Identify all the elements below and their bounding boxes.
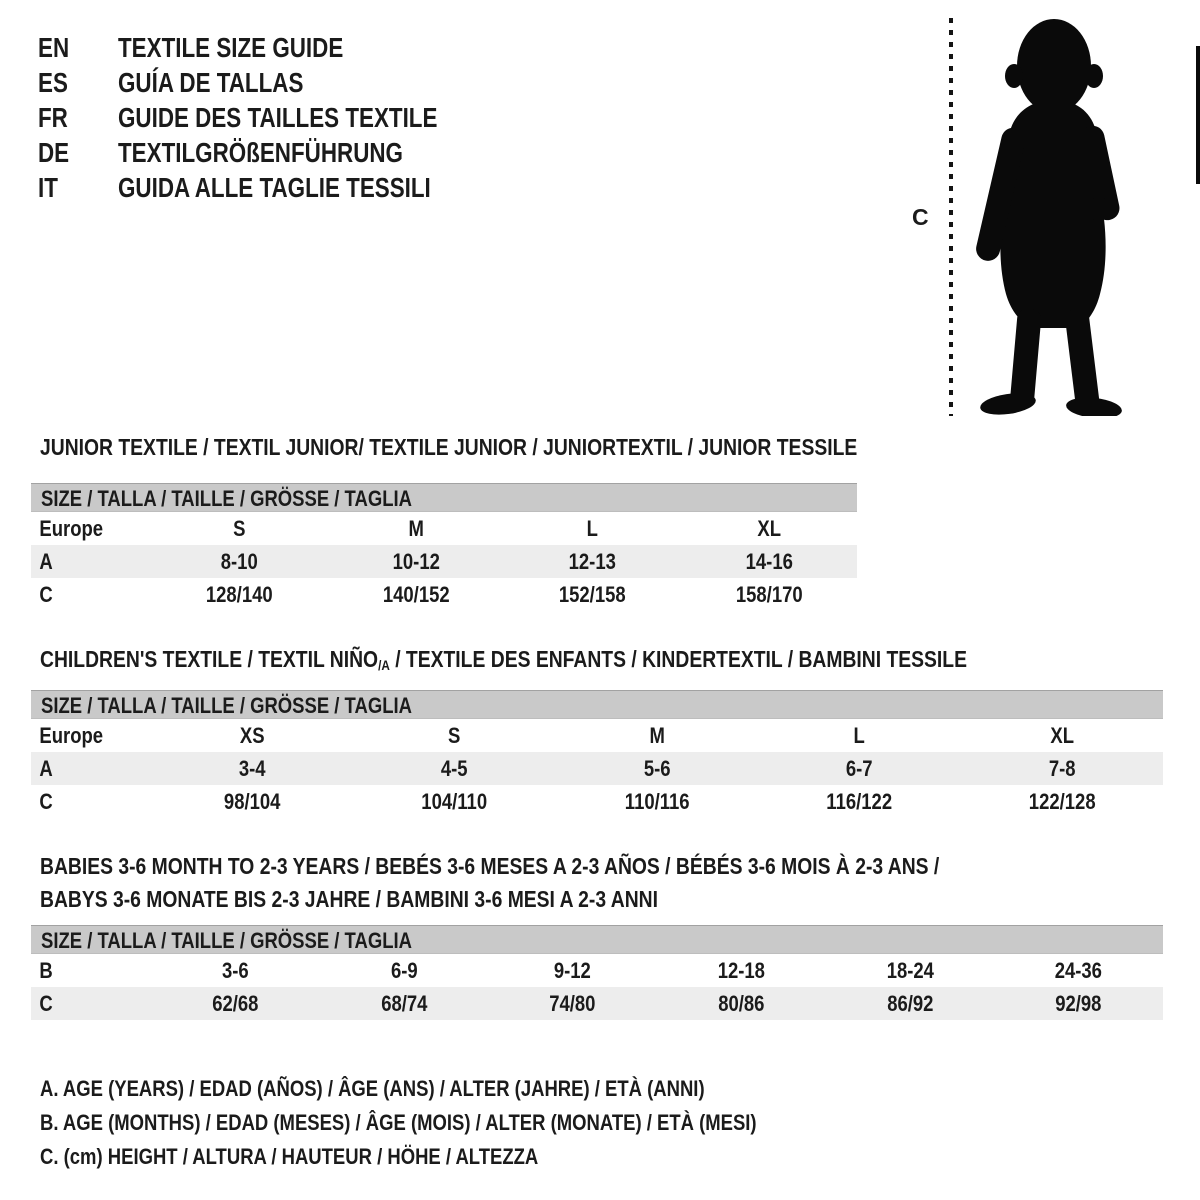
table-header-label: SIZE / TALLA / TAILLE / GRÖSSE / TAGLIA <box>41 693 412 718</box>
size-cell: S <box>448 723 461 748</box>
size-cell: L <box>853 723 866 748</box>
baby-silhouette-icon <box>966 14 1140 416</box>
babies-section-heading <box>40 850 939 916</box>
age-cell: 3-4 <box>238 756 266 781</box>
age-cell: 10-12 <box>392 549 440 574</box>
size-cell: S <box>233 516 246 541</box>
size-cell: L <box>586 516 598 541</box>
language-code: DE <box>38 137 70 168</box>
table-header-bar <box>31 925 1163 954</box>
right-edge-crop-bar <box>1196 46 1200 184</box>
size-cell: M <box>649 723 665 748</box>
age-cell: 12-18 <box>717 958 765 983</box>
babies-heading-line1: BABIES 3-6 MONTH TO 2-3 YEARS / BEBÉS 3-6 MESES A 2-3 AÑOS / BÉBÉS 3-6 MOIS À 2-3 ANS / <box>40 853 940 879</box>
row-label-cell: Europe <box>39 723 104 748</box>
table-row <box>31 954 1163 987</box>
language-code: ES <box>38 67 68 98</box>
height-cell: 62/68 <box>212 991 259 1016</box>
language-title-list <box>38 30 537 205</box>
table-row <box>31 545 857 578</box>
children-heading-suffix: /A <box>378 657 390 673</box>
age-cell: 18-24 <box>886 958 934 983</box>
language-title: GUIDA ALLE TAGLIE TESSILI <box>118 172 431 203</box>
language-row-de <box>38 135 437 170</box>
age-cell: 6-7 <box>846 756 873 781</box>
row-label-cell: C <box>39 789 53 814</box>
children-heading-pre: CHILDREN'S TEXTILE / TEXTIL NIÑO <box>40 646 379 672</box>
age-cell: 7-8 <box>1048 756 1076 781</box>
table-row <box>31 719 1163 752</box>
row-label-cell: A <box>39 549 53 574</box>
language-code: IT <box>38 172 58 203</box>
legend-line-b: B. AGE (MONTHS) / EDAD (MESES) / ÂGE (MOIS) / ALTER (MONATE) / ETÀ (MESI) <box>40 1110 757 1135</box>
height-cell: 116/122 <box>826 789 893 814</box>
children-section-heading <box>40 646 967 673</box>
language-code: EN <box>38 32 70 63</box>
row-label-cell: C <box>39 991 53 1016</box>
size-cell: XL <box>1050 723 1074 748</box>
language-row-en <box>38 30 437 65</box>
language-title: GUÍA DE TALLAS <box>118 67 304 98</box>
age-cell: 6-9 <box>390 958 418 983</box>
size-cell: M <box>408 516 424 541</box>
age-cell: 14-16 <box>745 549 793 574</box>
age-cell: 5-6 <box>643 756 671 781</box>
language-title: TEXTILE SIZE GUIDE <box>118 32 344 63</box>
age-cell: 12-13 <box>568 549 616 574</box>
language-row-es <box>38 65 437 100</box>
children-heading-post: / TEXTILE DES ENFANTS / KINDERTEXTIL / BAMBINI TESSILE <box>389 646 967 672</box>
height-cell: 92/98 <box>1055 991 1102 1016</box>
size-cell: XL <box>756 516 781 541</box>
size-cell: XS <box>239 723 265 748</box>
babies-size-table <box>31 925 1163 1020</box>
table-row <box>31 785 1163 818</box>
language-code: FR <box>38 102 68 133</box>
height-cell: 152/158 <box>558 582 626 607</box>
height-cell: 98/104 <box>223 789 281 814</box>
table-row <box>31 752 1163 785</box>
table-row <box>31 512 857 545</box>
junior-size-table <box>31 483 857 611</box>
language-row-fr <box>38 100 437 135</box>
height-cell: 86/92 <box>886 991 934 1016</box>
age-cell: 8-10 <box>220 549 258 574</box>
table-row <box>31 578 857 611</box>
legend-line-c: C. (cm) HEIGHT / ALTURA / HAUTEUR / HÖHE / ALTEZZA <box>40 1144 539 1169</box>
babies-heading-line2: BABYS 3-6 MONATE BIS 2-3 JAHRE / BAMBINI 3-6 MESI A 2-3 ANNI <box>40 886 658 912</box>
figure-height-label: C <box>912 204 929 230</box>
height-cell: 80/86 <box>718 991 765 1016</box>
table-header-label: SIZE / TALLA / TAILLE / GRÖSSE / TAGLIA <box>41 486 412 511</box>
language-row-it <box>38 170 437 205</box>
age-cell: 3-6 <box>221 958 249 983</box>
age-cell: 24-36 <box>1055 958 1103 983</box>
height-dimension-dashed-line <box>949 18 953 416</box>
height-cell: 68/74 <box>380 991 428 1016</box>
table-header-label: SIZE / TALLA / TAILLE / GRÖSSE / TAGLIA <box>41 928 412 953</box>
height-cell: 128/140 <box>205 582 273 607</box>
language-title: GUIDE DES TAILLES TEXTILE <box>118 102 438 133</box>
height-cell: 104/110 <box>421 789 488 814</box>
row-label-cell: Europe <box>39 516 104 541</box>
legend-line-a: A. AGE (YEARS) / EDAD (AÑOS) / ÂGE (ANS) / ALTER (JAHRE) / ETÀ (ANNI) <box>40 1076 705 1101</box>
children-size-table <box>31 690 1163 818</box>
age-cell: 9-12 <box>554 958 592 983</box>
row-label-cell: A <box>39 756 53 781</box>
height-cell: 110/116 <box>624 789 690 814</box>
height-cell: 140/152 <box>382 582 450 607</box>
height-cell: 122/128 <box>1028 789 1096 814</box>
age-cell: 4-5 <box>441 756 468 781</box>
row-label-cell: B <box>39 958 53 983</box>
table-row <box>31 987 1163 1020</box>
language-title: TEXTILGRÖßENFÜHRUNG <box>118 137 403 168</box>
junior-section-heading: JUNIOR TEXTILE / TEXTIL JUNIOR/ TEXTILE JUNIOR / JUNIORTEXTIL / JUNIOR TESSILE <box>40 434 858 460</box>
table-header-bar <box>31 690 1163 719</box>
table-header-bar <box>31 483 857 512</box>
row-label-cell: C <box>39 582 53 607</box>
height-cell: 74/80 <box>549 991 596 1016</box>
height-cell: 158/170 <box>735 582 803 607</box>
measurement-legend <box>40 1072 893 1174</box>
